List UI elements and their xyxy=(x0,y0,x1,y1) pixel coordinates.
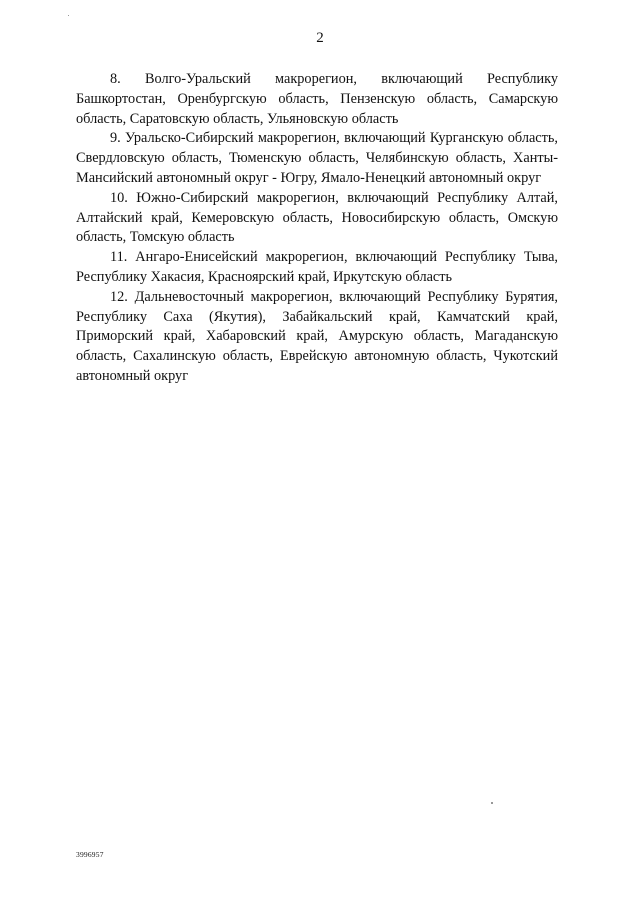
list-item-11: 11. Ангаро-Енисейский макрорегион, включающий Республику Тыва, Республику Хакасия, Красноярский край, Иркутскую область xyxy=(76,249,558,285)
scan-speck xyxy=(68,15,69,16)
scan-speck xyxy=(491,802,493,804)
page-number: 2 xyxy=(316,30,324,46)
list-item-9: 9. Уральско-Сибирский макрорегион, включающий Курганскую область, Свердловскую область, Тюменскую область, Челябинскую область, Ханты-Мансийский автономный округ - Югру, Ямало-Ненецкий автономный округ xyxy=(76,130,558,186)
list-item-12: 12. Дальневосточный макрорегион, включающий Республику Бурятия, Республику Саха (Якутия), Забайкальский край, Камчатский край, Приморский край, Хабаровский край, Амурскую область, Магаданскую область, Сахалинскую область, Еврейскую автономную область, Чукотский автономный округ xyxy=(76,288,558,384)
list-item-8: 8. Волго-Уральский макрорегион, включающий Республику Башкортостан, Оренбургскую область, Пензенскую область, Самарскую область, Саратовскую область, Ульяновскую область xyxy=(76,71,558,127)
document-body xyxy=(76,70,558,387)
list-item-10: 10. Южно-Сибирский макрорегион, включающий Республику Алтай, Алтайский край, Кемеровскую область, Новосибирскую область, Омскую область, Томскую область xyxy=(76,189,558,246)
document-code: 3996957 xyxy=(76,850,104,859)
